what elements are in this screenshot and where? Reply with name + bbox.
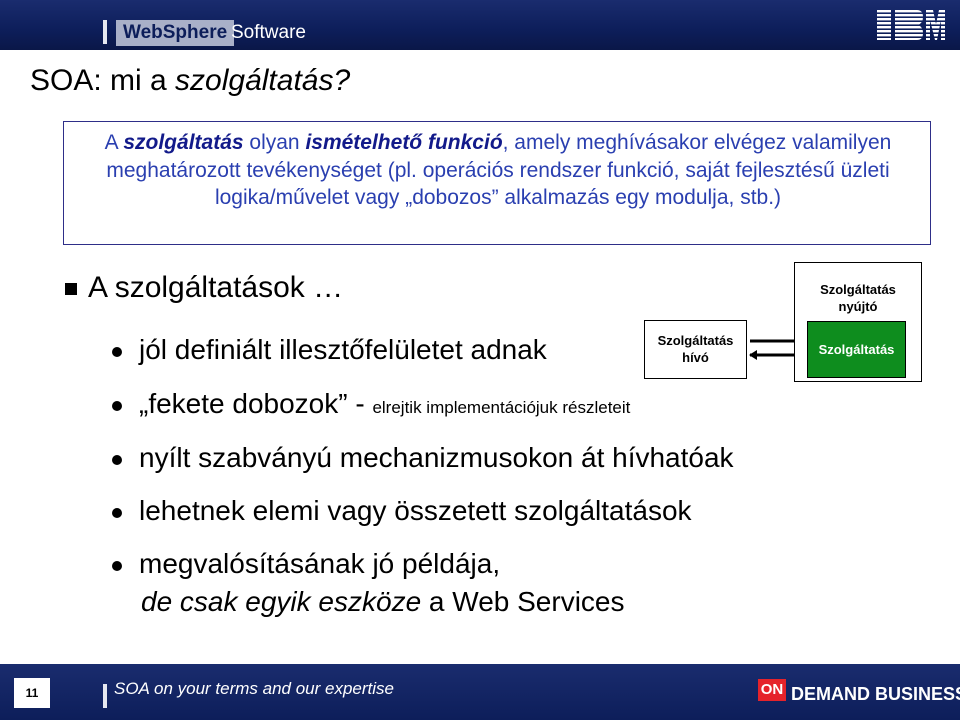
header-divider bbox=[103, 20, 107, 44]
footer-bar: 11 SOA on your terms and our expertise ON DEMAND BUSINESS® bbox=[0, 664, 960, 720]
service-provider-box: Szolgáltatás nyújtó bbox=[794, 262, 922, 382]
bullet-dot-icon bbox=[112, 561, 122, 571]
definition-box bbox=[63, 121, 931, 245]
bullet-dot-icon bbox=[112, 455, 122, 465]
square-bullet-icon bbox=[65, 283, 77, 295]
footer-divider bbox=[103, 684, 107, 708]
ibm-logo-icon bbox=[875, 6, 945, 44]
service-caller-box: Szolgáltatás hívó bbox=[644, 320, 747, 379]
bullet-dot-icon bbox=[112, 508, 122, 518]
websphere-logo: WebSphere bbox=[116, 20, 234, 46]
bullet-dot-icon bbox=[112, 401, 122, 411]
bullet-dot-icon bbox=[112, 347, 122, 357]
main-bullet-text: A szolgáltatások … bbox=[88, 271, 344, 304]
list-item-continuation: de csak egyik eszköze a Web Services bbox=[141, 586, 625, 617]
service-box: Szolgáltatás bbox=[807, 321, 906, 378]
footer-slogan: SOA on your terms and our expertise bbox=[114, 679, 395, 698]
header-bar bbox=[0, 0, 960, 50]
page-number: 11 bbox=[14, 678, 50, 708]
definition-text: A szolgáltatás olyan ismételhető funkció, amely meghívásakor elvégez valamilyen meghatározott tevékenységet (pl. operációs rendszer funkció, saját fejlesztésű üzleti logika/művelet vagy „dobozos” alkalmazás egy modulja, stb.) bbox=[104, 131, 892, 209]
software-label: Software bbox=[231, 22, 306, 43]
slide-title: SOA: mi a szolgáltatás? bbox=[30, 64, 351, 97]
